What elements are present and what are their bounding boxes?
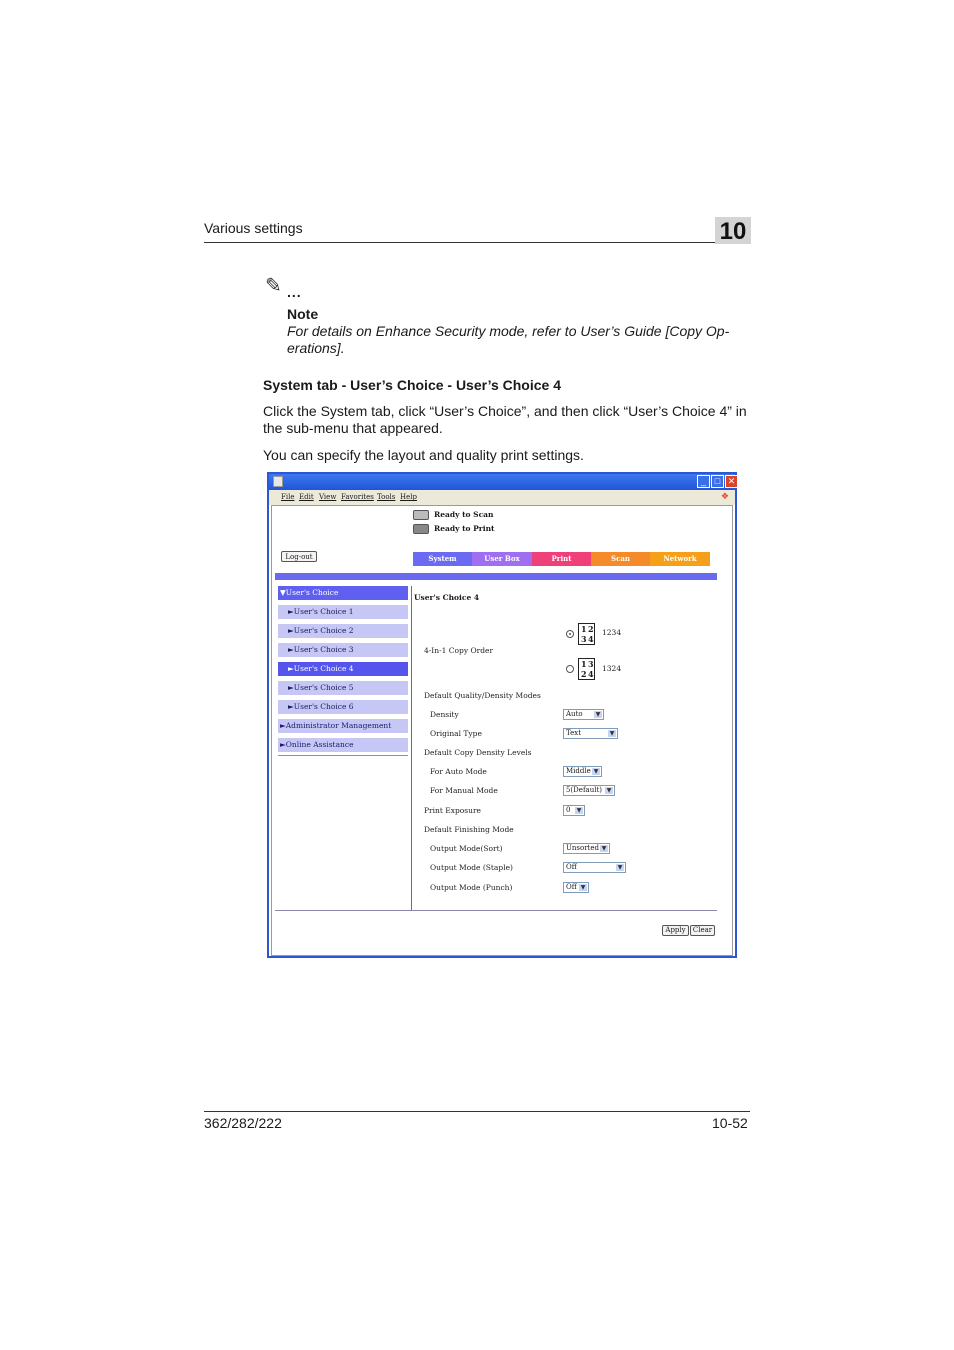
tab-band: [275, 573, 717, 580]
chevron-down-icon: ▼: [580, 884, 586, 891]
original-type-select[interactable]: Text ▼: [563, 728, 618, 739]
finishing-mode-label: Default Finishing Mode: [424, 825, 514, 834]
tab-scan[interactable]: Scan: [591, 552, 650, 566]
auto-mode-select[interactable]: Middle ▼: [563, 766, 602, 777]
menu-view[interactable]: View: [319, 493, 337, 501]
print-exposure-select[interactable]: 0 ▼: [563, 805, 585, 816]
tab-network[interactable]: Network: [650, 552, 710, 566]
menu-edit[interactable]: Edit: [299, 493, 314, 501]
sidebar-item-users-choice-6[interactable]: ►User's Choice 6: [278, 700, 408, 714]
menu-file[interactable]: File: [281, 493, 295, 501]
section-heading: System tab - User’s Choice - User’s Choice 4: [263, 377, 561, 393]
menu-help[interactable]: Help: [400, 493, 417, 501]
clear-button[interactable]: Clear: [690, 925, 715, 936]
copy-order-label: 4-In-1 Copy Order: [424, 646, 494, 655]
sidebar-divider: [278, 755, 408, 756]
sidebar-item-users-choice-5[interactable]: ►User's Choice 5: [278, 681, 408, 695]
close-button[interactable]: ✕: [725, 475, 738, 488]
chevron-down-icon: ▼: [576, 807, 582, 814]
minimize-button[interactable]: _: [697, 475, 710, 488]
copy-density-label: Default Copy Density Levels: [424, 748, 532, 757]
order-1234-icon: 1 2 3 4: [578, 623, 595, 645]
tab-system[interactable]: System: [413, 552, 472, 566]
running-header-title: Various settings: [204, 220, 303, 236]
order-1234-radio[interactable]: [566, 630, 574, 638]
page-title: User's Choice 4: [414, 593, 480, 602]
browser-window: [267, 472, 737, 958]
sidebar-item-users-choice-2[interactable]: ►User's Choice 2: [278, 624, 408, 638]
footer-page-number: 10-52: [712, 1115, 748, 1131]
footer-model: 362/282/222: [204, 1115, 282, 1131]
manual-mode-select[interactable]: 5(Default) ▼: [563, 785, 615, 796]
sidebar-item-users-choice-4[interactable]: ►User's Choice 4: [278, 662, 408, 676]
order-1324-label: 1324: [602, 664, 622, 673]
chevron-down-icon: ▼: [609, 730, 615, 737]
sidebar-item-admin-management[interactable]: ►Administrator Management: [278, 719, 408, 733]
output-sort-select[interactable]: Unsorted ▼: [563, 843, 610, 854]
output-staple-label: Output Mode (Staple): [430, 863, 513, 872]
printer-icon: [413, 524, 429, 534]
density-label: Density: [430, 710, 459, 719]
header-rule: [204, 242, 750, 243]
print-exposure-label: Print Exposure: [424, 806, 481, 815]
windows-logo-icon: ❖: [720, 492, 729, 502]
original-type-label: Original Type: [430, 729, 482, 738]
logout-button[interactable]: Log-out: [281, 551, 317, 562]
print-status: Ready to Print: [434, 524, 495, 533]
menu-favorites[interactable]: Favorites: [341, 493, 374, 501]
order-1324-radio[interactable]: [566, 665, 574, 673]
description-paragraph: You can specify the layout and quality print settings.: [263, 447, 584, 463]
pencil-note-icon: ✎: [265, 275, 282, 297]
content-divider-vertical: [411, 586, 412, 910]
output-staple-select[interactable]: Off ▼: [563, 862, 626, 873]
order-1324-icon: 1 3 2 4: [578, 658, 595, 680]
sidebar-users-choice[interactable]: ▼User's Choice: [278, 586, 408, 600]
menu-tools[interactable]: Tools: [377, 493, 396, 501]
scanner-icon: [413, 510, 429, 520]
sidebar-item-users-choice-3[interactable]: ►User's Choice 3: [278, 643, 408, 657]
manual-mode-label: For Manual Mode: [430, 786, 498, 795]
order-1234-label: 1234: [602, 628, 622, 637]
tab-user-box[interactable]: User Box: [472, 552, 532, 566]
maximize-button[interactable]: □: [711, 475, 724, 488]
window-titlebar: [269, 474, 735, 490]
output-punch-select[interactable]: Off ▼: [563, 882, 589, 893]
scan-status: Ready to Scan: [434, 510, 494, 519]
chevron-down-icon: ▼: [606, 787, 612, 794]
note-label: Note: [287, 306, 319, 322]
auto-mode-label: For Auto Mode: [430, 767, 487, 776]
content-divider-horizontal: [275, 910, 717, 911]
sidebar-item-users-choice-1[interactable]: ►User's Choice 1: [278, 605, 408, 619]
quality-modes-label: Default Quality/Density Modes: [424, 691, 541, 700]
chevron-down-icon: ▼: [593, 768, 599, 775]
sidebar-item-online-assistance[interactable]: ►Online Assistance: [278, 738, 408, 752]
footer-rule: [204, 1111, 750, 1112]
apply-button[interactable]: Apply: [662, 925, 689, 936]
chapter-number-badge: 10: [715, 217, 751, 244]
output-punch-label: Output Mode (Punch): [430, 883, 513, 892]
web-content: [271, 505, 733, 956]
note-text: For details on Enhance Security mode, refer to User’s Guide [Copy Op-erations].: [287, 323, 730, 356]
tab-print[interactable]: Print: [532, 552, 591, 566]
note-dots: ...: [287, 284, 302, 300]
chevron-down-icon: ▼: [595, 711, 601, 718]
instruction-paragraph: Click the System tab, click “User’s Choice”, and then click “User’s Choice 4” in the sub-menu that appeared.: [263, 403, 747, 436]
menu-bar: [269, 490, 735, 505]
chevron-down-icon: ▼: [601, 845, 607, 852]
output-sort-label: Output Mode(Sort): [430, 844, 503, 853]
density-select[interactable]: Auto ▼: [563, 709, 604, 720]
page-icon: [273, 476, 283, 487]
chevron-down-icon: ▼: [617, 864, 623, 871]
